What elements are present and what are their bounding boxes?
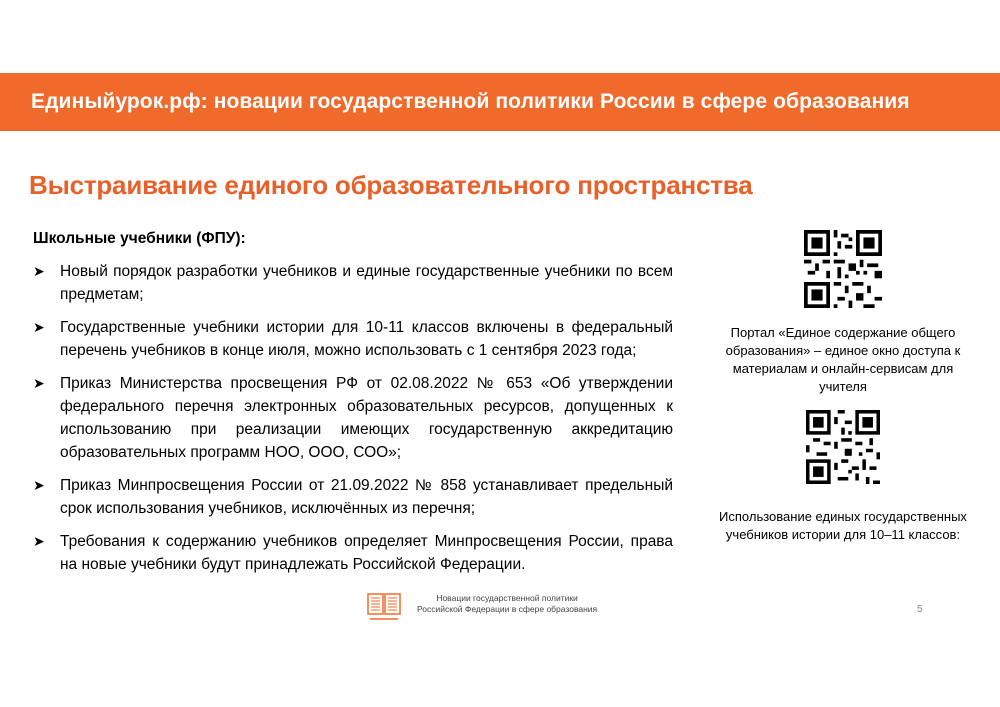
arrow-bullet-icon: ➤ <box>33 319 45 335</box>
bullet-text: Государственные учебники истории для 10-11 классов включены в федеральный перечень учебников в конце июля, можно использовать с 1 сентября 2023 года; <box>60 319 673 359</box>
qr-code-portal[interactable] <box>804 230 882 308</box>
qr-sidebar <box>708 230 978 544</box>
subheading: Школьные учебники (ФПУ): <box>33 230 246 247</box>
qr1-caption: Портал «Единое содержание общего образования» – единое окно доступа к материалам и онлайн-сервисам для учителя <box>725 325 961 394</box>
section-title: Выстраивание единого образовательного пространства <box>29 170 753 200</box>
footer-line-2: Российской Федерации в сфере образования <box>417 604 598 614</box>
bullet-list <box>33 260 673 576</box>
header-banner <box>0 73 1000 131</box>
arrow-bullet-icon: ➤ <box>33 263 45 279</box>
bullet-text: Требования к содержанию учебников определяет Минпросвещения России, права на новые учебники будут принадлежать Российской Федерации. <box>60 533 673 573</box>
bullet-item <box>33 260 673 306</box>
arrow-bullet-icon: ➤ <box>33 477 45 493</box>
main-content <box>33 230 673 586</box>
page-number: 5 <box>917 604 923 615</box>
qr-code-history-textbooks[interactable] <box>806 410 880 484</box>
arrow-bullet-icon: ➤ <box>33 533 45 549</box>
bullet-text: Новый порядок разработки учебников и единые государственные учебники по всем предметам; <box>60 263 673 303</box>
footer-caption <box>417 593 597 615</box>
bullet-item <box>33 372 673 464</box>
footer-line-1: Новации государственной политики <box>436 593 578 603</box>
footer <box>367 593 597 623</box>
arrow-bullet-icon: ➤ <box>33 375 45 391</box>
bullet-item <box>33 316 673 362</box>
qr2-caption: Использование единых государственных учебников истории для 10–11 классов: <box>719 509 967 542</box>
bullet-text: Приказ Минпросвещения России от 21.09.2022 № 858 устанавливает предельный срок использования учебников, исключённых из перечня; <box>60 477 673 517</box>
bullet-text: Приказ Министерства просвещения РФ от 02.08.2022 № 653 «Об утверждении федерального перечня электронных образовательных ресурсов, допущенных к использованию при реализации имеющих государственную аккредитацию образовательных программ НОО, ООО, СОО»; <box>60 375 673 461</box>
open-book-logo-icon <box>367 593 401 623</box>
bullet-item <box>33 530 673 576</box>
bullet-item <box>33 474 673 520</box>
banner-title: Единыйурок.рф: новации государственной политики России в сфере образования <box>31 90 910 113</box>
